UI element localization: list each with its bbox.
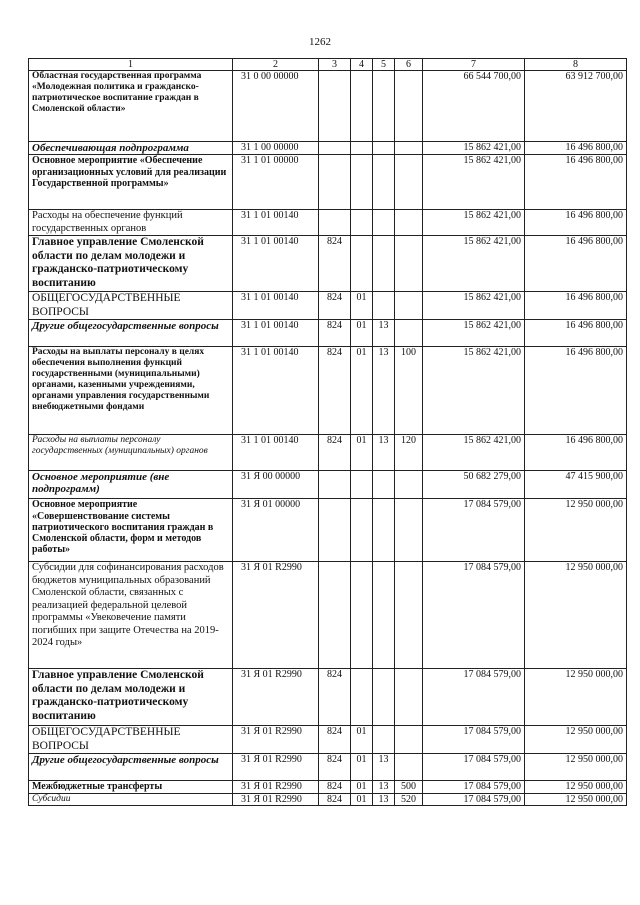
- row-section: 01: [351, 781, 373, 793]
- row-section: [351, 142, 373, 155]
- table-row: [29, 754, 627, 781]
- row-section: [351, 71, 373, 142]
- row-section: 01: [351, 726, 373, 754]
- row-expense-type: [395, 236, 423, 292]
- row-subsection: 13: [373, 754, 395, 781]
- row-subsection: [373, 562, 395, 669]
- table-row: [29, 155, 627, 210]
- row-ministry: 824: [319, 781, 351, 793]
- row-section: [351, 155, 373, 210]
- row-sum-year-1: 15 862 421,00: [423, 236, 525, 292]
- row-sum-year-1: 15 862 421,00: [423, 320, 525, 347]
- row-sum-year-2: 63 912 700,00: [525, 71, 627, 142]
- row-expense-type: 100: [395, 347, 423, 435]
- row-sum-year-2: 16 496 800,00: [525, 236, 627, 292]
- row-ministry: [319, 71, 351, 142]
- row-sum-year-1: 17 084 579,00: [423, 754, 525, 781]
- row-name: Областная государственная программа «Молодежная политика и гражданско-патриотическое воспитание граждан в Смоленской области»: [29, 71, 233, 142]
- row-sum-year-2: 16 496 800,00: [525, 320, 627, 347]
- row-sum-year-2: 12 950 000,00: [525, 754, 627, 781]
- row-subsection: [373, 155, 395, 210]
- row-subsection: [373, 236, 395, 292]
- row-subsection: [373, 292, 395, 320]
- row-ministry: 824: [319, 793, 351, 805]
- row-name: Основное мероприятие «Обеспечение организационных условий для реализации Государственной программы»: [29, 155, 233, 210]
- table-row: [29, 71, 627, 142]
- row-expense-type: [395, 669, 423, 726]
- table-row: [29, 142, 627, 155]
- row-sum-year-1: 17 084 579,00: [423, 793, 525, 805]
- row-code: 31 1 01 00140: [233, 210, 319, 236]
- row-ministry: 824: [319, 435, 351, 471]
- row-sum-year-2: 16 496 800,00: [525, 292, 627, 320]
- row-sum-year-1: 17 084 579,00: [423, 726, 525, 754]
- row-name: Другие общегосударственные вопросы: [29, 754, 233, 781]
- row-expense-type: [395, 471, 423, 499]
- table-row: [29, 236, 627, 292]
- row-ministry: 824: [319, 669, 351, 726]
- row-expense-type: [395, 155, 423, 210]
- table-row: [29, 562, 627, 669]
- row-expense-type: 500: [395, 781, 423, 793]
- row-sum-year-2: 16 496 800,00: [525, 347, 627, 435]
- column-header: 5: [373, 59, 395, 71]
- row-subsection: [373, 669, 395, 726]
- column-header: 1: [29, 59, 233, 71]
- table-row: [29, 669, 627, 726]
- row-name: Расходы на выплаты персоналу в целях обеспечения выполнения функций государственными (муниципальными) органами, казенными учреждениями, органами управления государственными внебюджетными фондами: [29, 347, 233, 435]
- row-ministry: [319, 155, 351, 210]
- row-subsection: [373, 71, 395, 142]
- row-ministry: 824: [319, 292, 351, 320]
- row-subsection: 13: [373, 781, 395, 793]
- column-number-row: [29, 59, 627, 71]
- row-name: Главное управление Смоленской области по делам молодежи и гражданско-патриотическому воспитанию: [29, 236, 233, 292]
- row-sum-year-1: 17 084 579,00: [423, 562, 525, 669]
- row-ministry: 824: [319, 726, 351, 754]
- table-row: [29, 320, 627, 347]
- row-expense-type: [395, 320, 423, 347]
- column-header: 8: [525, 59, 627, 71]
- row-sum-year-2: 16 496 800,00: [525, 155, 627, 210]
- row-sum-year-2: 12 950 000,00: [525, 499, 627, 562]
- row-sum-year-2: 16 496 800,00: [525, 210, 627, 236]
- row-code: 31 1 01 00140: [233, 236, 319, 292]
- row-sum-year-2: 16 496 800,00: [525, 435, 627, 471]
- row-subsection: 13: [373, 793, 395, 805]
- row-expense-type: [395, 754, 423, 781]
- row-subsection: [373, 142, 395, 155]
- row-code: 31 Я 01 00000: [233, 499, 319, 562]
- row-section: 01: [351, 793, 373, 805]
- row-ministry: 824: [319, 236, 351, 292]
- row-expense-type: [395, 292, 423, 320]
- row-name: Межбюджетные трансферты: [29, 781, 233, 793]
- row-code: 31 0 00 00000: [233, 71, 319, 142]
- row-sum-year-1: 15 862 421,00: [423, 435, 525, 471]
- row-expense-type: [395, 562, 423, 669]
- column-header: 6: [395, 59, 423, 71]
- row-code: 31 1 01 00140: [233, 292, 319, 320]
- row-name: Обеспечивающая подпрограмма: [29, 142, 233, 155]
- row-sum-year-2: 12 950 000,00: [525, 669, 627, 726]
- table-row: [29, 726, 627, 754]
- row-code: 31 Я 01 R2990: [233, 726, 319, 754]
- row-subsection: 13: [373, 435, 395, 471]
- row-expense-type: [395, 726, 423, 754]
- row-name: Другие общегосударственные вопросы: [29, 320, 233, 347]
- row-ministry: [319, 142, 351, 155]
- column-header: 2: [233, 59, 319, 71]
- row-name: ОБЩЕГОСУДАРСТВЕННЫЕ ВОПРОСЫ: [29, 726, 233, 754]
- row-ministry: 824: [319, 320, 351, 347]
- row-code: 31 1 01 00140: [233, 320, 319, 347]
- table-row: [29, 499, 627, 562]
- row-code: 31 Я 01 R2990: [233, 754, 319, 781]
- row-section: 01: [351, 292, 373, 320]
- row-code: 31 1 00 00000: [233, 142, 319, 155]
- row-code: 31 Я 01 R2990: [233, 562, 319, 669]
- row-code: 31 Я 00 00000: [233, 471, 319, 499]
- row-section: 01: [351, 347, 373, 435]
- row-expense-type: [395, 142, 423, 155]
- row-name: Основное мероприятие (вне подпрограмм): [29, 471, 233, 499]
- row-sum-year-1: 17 084 579,00: [423, 499, 525, 562]
- row-section: [351, 562, 373, 669]
- row-subsection: [373, 210, 395, 236]
- row-name: Расходы на выплаты персоналу государственных (муниципальных) органов: [29, 435, 233, 471]
- row-code: 31 Я 01 R2990: [233, 669, 319, 726]
- budget-table: [28, 58, 627, 806]
- row-code: 31 Я 01 R2990: [233, 781, 319, 793]
- row-ministry: [319, 499, 351, 562]
- row-sum-year-2: 12 950 000,00: [525, 562, 627, 669]
- row-section: [351, 669, 373, 726]
- row-code: 31 Я 01 R2990: [233, 793, 319, 805]
- row-section: [351, 499, 373, 562]
- row-expense-type: [395, 499, 423, 562]
- column-header: 7: [423, 59, 525, 71]
- row-name: Основное мероприятие «Совершенствование системы патриотического воспитания граждан в Смоленской области, форм и методов работы»: [29, 499, 233, 562]
- row-code: 31 1 01 00140: [233, 347, 319, 435]
- row-sum-year-2: 16 496 800,00: [525, 142, 627, 155]
- row-expense-type: [395, 71, 423, 142]
- row-sum-year-1: 15 862 421,00: [423, 292, 525, 320]
- row-subsection: 13: [373, 347, 395, 435]
- row-sum-year-1: 17 084 579,00: [423, 669, 525, 726]
- row-name: Субсидии для софинансирования расходов бюджетов муниципальных образований Смоленской области, связанных с реализацией федеральной целевой программы «Увековечение памяти погибших при защите Отечества на 2019-2024 годы»: [29, 562, 233, 669]
- row-name: Расходы на обеспечение функций государственных органов: [29, 210, 233, 236]
- row-ministry: [319, 210, 351, 236]
- row-section: [351, 471, 373, 499]
- row-expense-type: [395, 210, 423, 236]
- row-sum-year-1: 15 862 421,00: [423, 347, 525, 435]
- row-sum-year-1: 50 682 279,00: [423, 471, 525, 499]
- table-row: [29, 347, 627, 435]
- table-row: [29, 793, 627, 805]
- row-sum-year-1: 15 862 421,00: [423, 142, 525, 155]
- row-sum-year-2: 12 950 000,00: [525, 726, 627, 754]
- row-sum-year-2: 12 950 000,00: [525, 793, 627, 805]
- row-subsection: 13: [373, 320, 395, 347]
- row-expense-type: 120: [395, 435, 423, 471]
- row-sum-year-2: 12 950 000,00: [525, 781, 627, 793]
- row-section: 01: [351, 320, 373, 347]
- row-sum-year-1: 15 862 421,00: [423, 155, 525, 210]
- row-name: Главное управление Смоленской области по делам молодежи и гражданско-патриотическому воспитанию: [29, 669, 233, 726]
- row-code: 31 1 01 00140: [233, 435, 319, 471]
- row-name: Субсидии: [29, 793, 233, 805]
- row-sum-year-1: 17 084 579,00: [423, 781, 525, 793]
- row-subsection: [373, 471, 395, 499]
- row-name: ОБЩЕГОСУДАРСТВЕННЫЕ ВОПРОСЫ: [29, 292, 233, 320]
- row-section: 01: [351, 435, 373, 471]
- table-row: [29, 292, 627, 320]
- row-expense-type: 520: [395, 793, 423, 805]
- table-row: [29, 210, 627, 236]
- row-section: [351, 210, 373, 236]
- table-row: [29, 781, 627, 793]
- row-ministry: [319, 471, 351, 499]
- column-header: 3: [319, 59, 351, 71]
- table-row: [29, 471, 627, 499]
- row-subsection: [373, 499, 395, 562]
- column-header: 4: [351, 59, 373, 71]
- row-ministry: 824: [319, 347, 351, 435]
- row-section: [351, 236, 373, 292]
- page-number: 1262: [309, 36, 331, 48]
- row-sum-year-1: 66 544 700,00: [423, 71, 525, 142]
- row-sum-year-1: 15 862 421,00: [423, 210, 525, 236]
- row-sum-year-2: 47 415 900,00: [525, 471, 627, 499]
- table-row: [29, 435, 627, 471]
- row-subsection: [373, 726, 395, 754]
- row-ministry: 824: [319, 754, 351, 781]
- row-section: 01: [351, 754, 373, 781]
- row-ministry: [319, 562, 351, 669]
- row-code: 31 1 01 00000: [233, 155, 319, 210]
